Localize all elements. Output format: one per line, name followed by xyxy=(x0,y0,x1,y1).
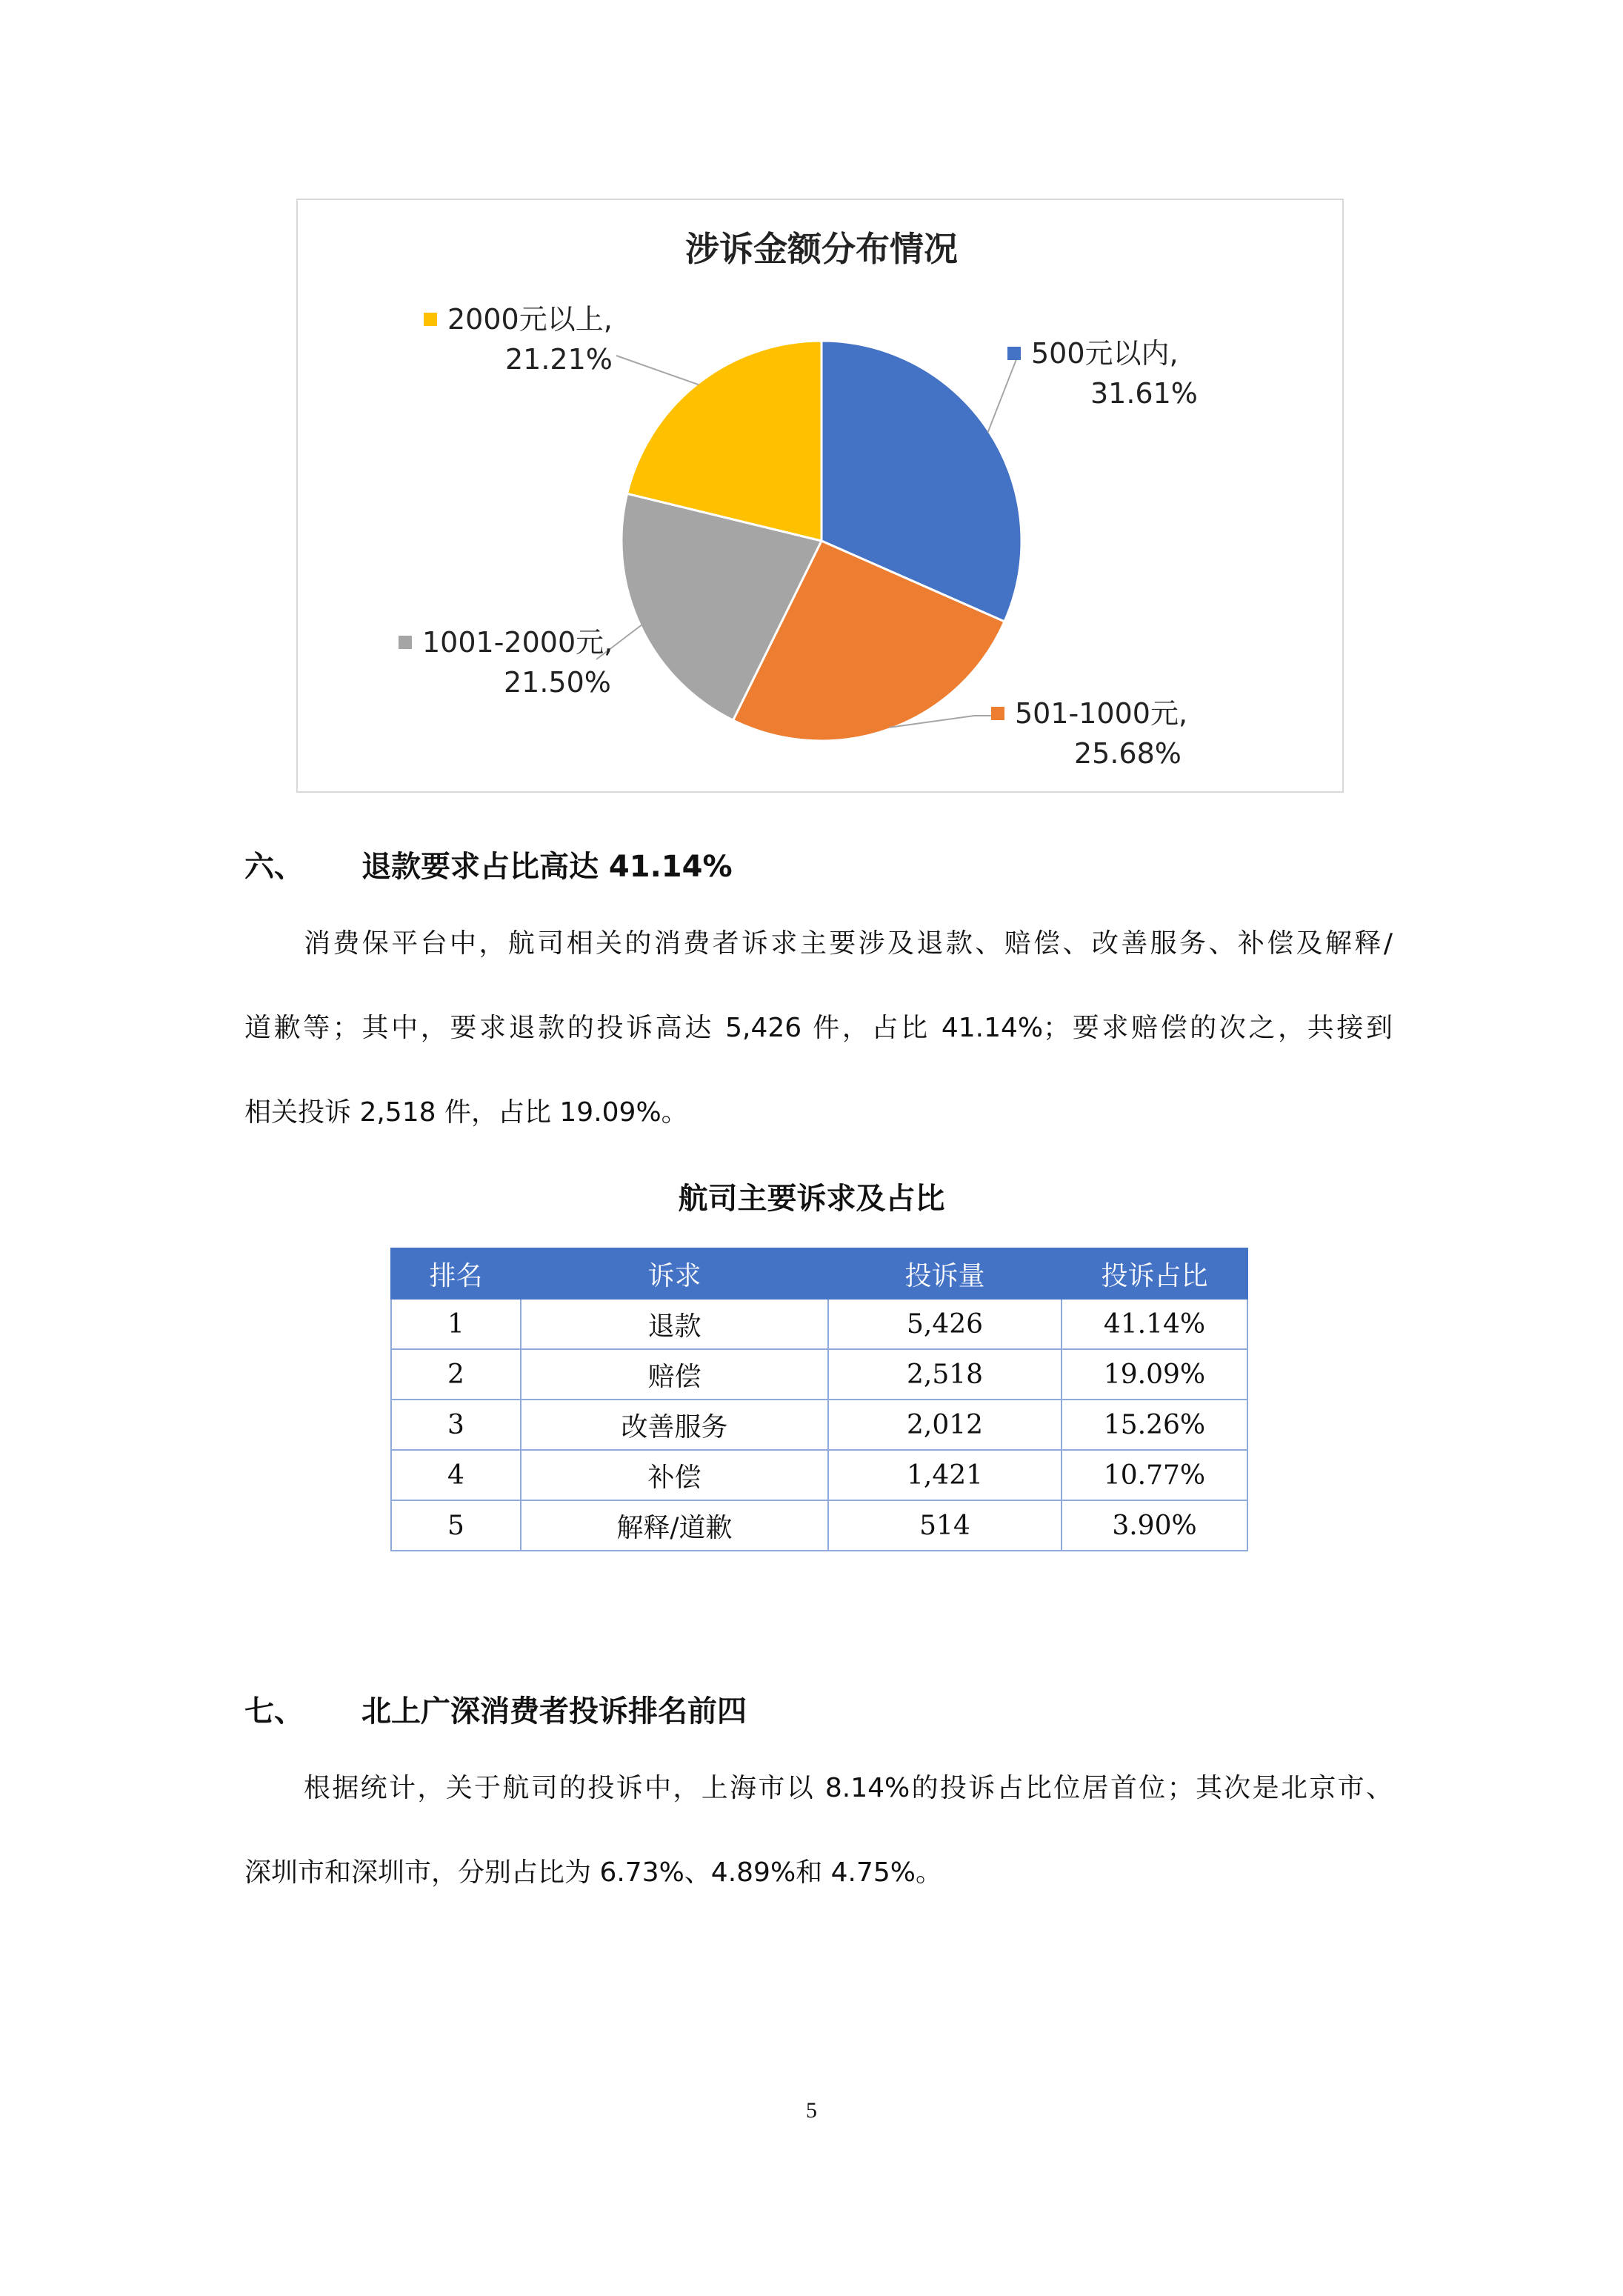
legend-marker-2 xyxy=(991,707,1004,720)
table-row xyxy=(391,1500,1247,1551)
cell-count: 2,518 xyxy=(828,1349,1062,1400)
claims-table xyxy=(390,1248,1248,1551)
leader-line-4 xyxy=(616,356,699,385)
data-label-name-2: 501-1000元, xyxy=(1015,697,1188,730)
section-7-heading xyxy=(244,1688,747,1730)
cell-claim: 解释/道歉 xyxy=(521,1500,828,1551)
legend-marker-1 xyxy=(1007,347,1021,360)
cell-rank: 2 xyxy=(391,1349,521,1400)
section-7-line-2: 深圳市和深圳市，分别占比为 6.73%、4.89%和 4.75%。 xyxy=(244,1857,942,1888)
cell-share: 19.09% xyxy=(1062,1349,1247,1400)
cell-claim: 补偿 xyxy=(521,1450,828,1500)
pie-chart-frame xyxy=(296,199,1344,793)
cell-count: 1,421 xyxy=(828,1450,1062,1500)
cell-rank: 5 xyxy=(391,1500,521,1551)
header-count: 投诉量 xyxy=(828,1248,1062,1299)
cell-count: 514 xyxy=(828,1500,1062,1551)
section-6-line-3: 相关投诉 2,518 件，占比 19.09%。 xyxy=(244,1097,688,1128)
section-7-title: 北上广深消费者投诉排名前四 xyxy=(361,1694,747,1728)
section-6-line-1: 消费保平台中，航司相关的消费者诉求主要涉及退款、赔偿、改善服务、补偿及解释/ xyxy=(304,928,1393,959)
table-row xyxy=(391,1400,1247,1450)
table-row xyxy=(391,1349,1247,1400)
cell-share: 41.14% xyxy=(1062,1299,1247,1349)
cell-count: 5,426 xyxy=(828,1299,1062,1349)
cell-rank: 1 xyxy=(391,1299,521,1349)
cell-share: 15.26% xyxy=(1062,1400,1247,1450)
page-number: 5 xyxy=(806,2098,817,2123)
pie-chart xyxy=(298,200,1345,794)
section-6-number: 六、 xyxy=(244,850,304,884)
section-6-title: 退款要求占比高达 41.14% xyxy=(361,850,733,884)
legend-marker-4 xyxy=(424,313,437,326)
table-row xyxy=(391,1299,1247,1349)
table-caption: 航司主要诉求及占比 xyxy=(678,1182,945,1216)
section-7-line-1: 根据统计，关于航司的投诉中，上海市以 8.14%的投诉占比位居首位；其次是北京市、 xyxy=(304,1773,1393,1803)
data-label-value-3: 21.50% xyxy=(504,666,611,699)
legend-marker-3 xyxy=(399,636,412,649)
data-label-value-2: 25.68% xyxy=(1074,737,1182,770)
section-6-heading xyxy=(244,843,733,885)
cell-share: 3.90% xyxy=(1062,1500,1247,1551)
header-claim: 诉求 xyxy=(521,1248,828,1299)
section-7-number: 七、 xyxy=(244,1694,304,1728)
cell-claim: 退款 xyxy=(521,1299,828,1349)
data-label-name-1: 500元以内, xyxy=(1031,337,1179,370)
header-rank: 排名 xyxy=(391,1248,521,1299)
data-label-value-4: 21.21% xyxy=(505,343,613,376)
cell-claim: 赔偿 xyxy=(521,1349,828,1400)
data-label-name-3: 1001-2000元, xyxy=(422,626,613,659)
section-6-line-2: 道歉等；其中，要求退款的投诉高达 5,426 件，占比 41.14%；要求赔偿的次之，共接到 xyxy=(244,1013,1393,1043)
leader-line-1 xyxy=(988,356,1018,433)
cell-count: 2,012 xyxy=(828,1400,1062,1450)
cell-claim: 改善服务 xyxy=(521,1400,828,1450)
cell-rank: 3 xyxy=(391,1400,521,1450)
chart-title: 涉诉金额分布情况 xyxy=(685,229,958,269)
data-label-name-4: 2000元以上, xyxy=(447,303,613,336)
table-header-row xyxy=(391,1248,1247,1299)
cell-rank: 4 xyxy=(391,1450,521,1500)
data-label-value-1: 31.61% xyxy=(1090,377,1198,410)
header-share: 投诉占比 xyxy=(1062,1248,1247,1299)
cell-share: 10.77% xyxy=(1062,1450,1247,1500)
table-row xyxy=(391,1450,1247,1500)
